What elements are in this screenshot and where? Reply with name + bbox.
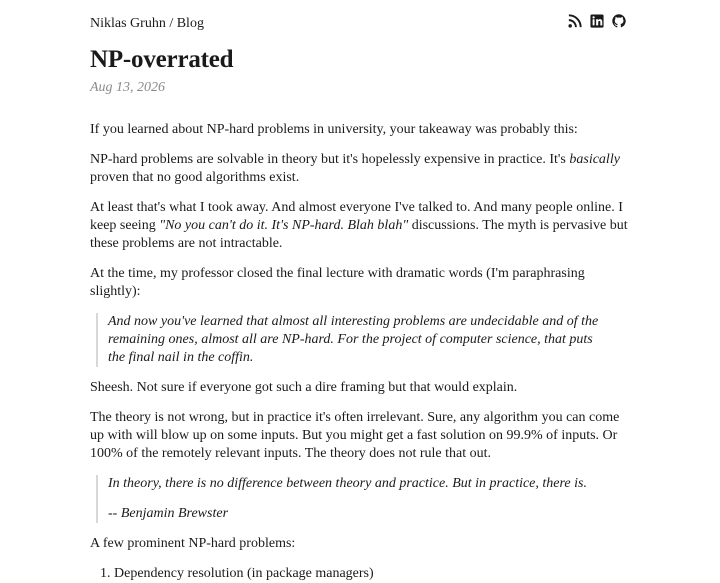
social-links — [568, 14, 626, 28]
paragraph: Sheesh. Not sure if everyone got such a dire framing but that would explain. — [90, 380, 518, 395]
post-date: Aug 13, 2026 — [90, 80, 166, 95]
linkedin-icon[interactable] — [590, 14, 604, 28]
github-icon[interactable] — [612, 14, 626, 28]
site-header — [90, 15, 632, 35]
post-body — [90, 121, 632, 583]
quote-text: In theory, there is no difference between theory and practice. But in practice, there is. — [108, 476, 587, 491]
blockquote-brewster — [96, 475, 603, 523]
list-item: 1. Dependency resolution (in package managers) — [114, 565, 632, 583]
site-title-link[interactable]: Niklas Gruhn / Blog — [90, 16, 204, 31]
post-title: NP-overrated — [90, 46, 234, 73]
np-hard-problems-list — [90, 565, 632, 583]
paragraph: The theory is not wrong, but in practice it's often irrelevant. Sure, any algorithm you can come up with will blow up on some inputs. But you might get a fast solution on 99.9% of inputs. Or 100% of the remotely relevant inputs. The theory does not rule that out. — [90, 410, 620, 461]
quote-text: And now you've learned that almost all interesting problems are undecidable and of the remaining ones, almost all are NP-hard. For the project of computer science, that puts the final nail in the coffin. — [108, 314, 599, 365]
paragraph: At the time, my professor closed the final lecture with dramatic words (I'm paraphrasing slightly): — [90, 266, 585, 299]
rss-icon[interactable] — [568, 14, 582, 28]
paragraph: NP-hard problems are solvable in theory but it's hopelessly expensive in practice. It's basically proven that no good algorithms exist. — [90, 152, 620, 185]
quote-attribution: -- Benjamin Brewster — [108, 506, 229, 521]
paragraph: If you learned about NP-hard problems in university, your takeaway was probably this: — [90, 122, 578, 137]
paragraph: At least that's what I took away. And almost everyone I've talked to. And many people online. I keep seeing "No you can't do it. It's NP-hard. Blah blah" discussions. The myth is pervasive but these problems are not intractable. — [90, 200, 628, 251]
paragraph: A few prominent NP-hard problems: — [90, 536, 296, 551]
blockquote-professor — [96, 313, 603, 367]
